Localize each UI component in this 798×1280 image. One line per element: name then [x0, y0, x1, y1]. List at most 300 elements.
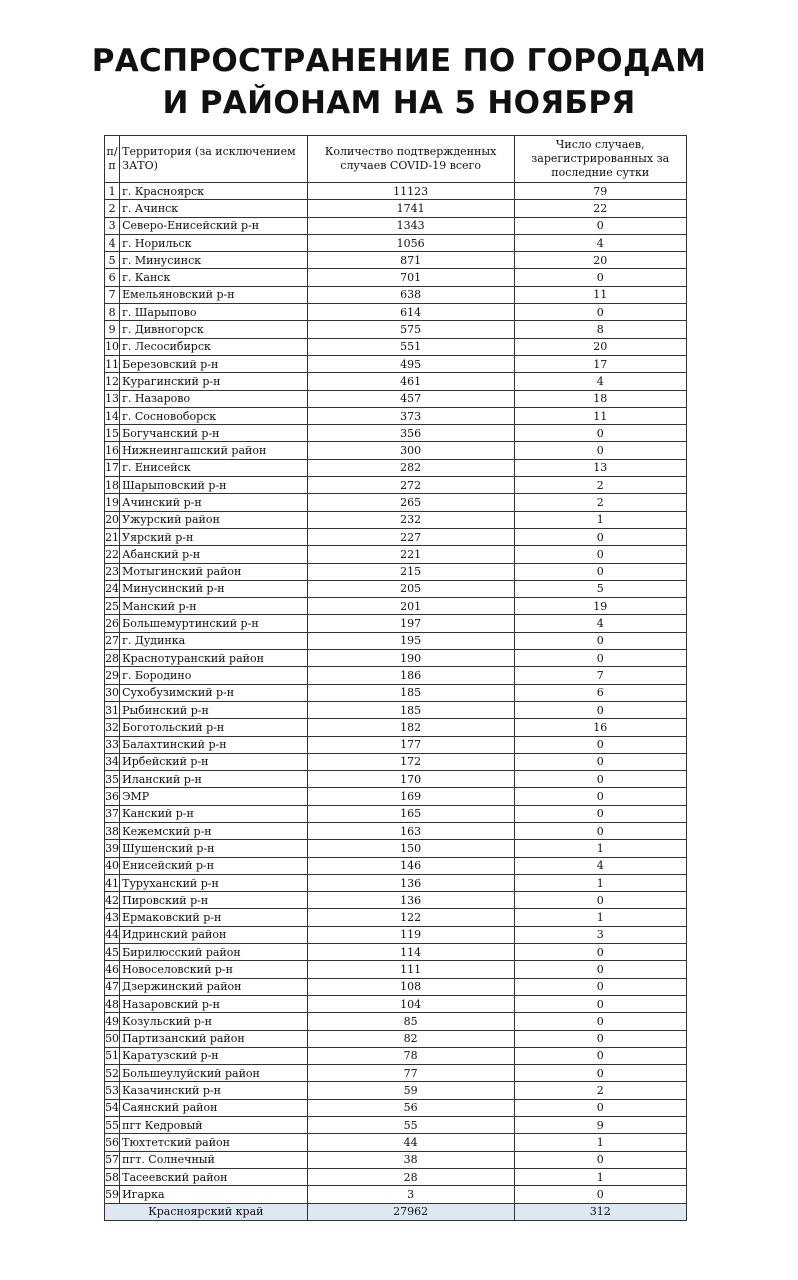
row-total-cases: 871	[307, 252, 514, 269]
row-territory: Тюхтетский район	[120, 1134, 308, 1151]
row-territory: Саянский район	[120, 1099, 308, 1116]
table-header-row	[105, 136, 687, 183]
table-row	[105, 840, 687, 857]
table-row	[105, 615, 687, 632]
row-number: 59	[105, 1186, 120, 1203]
row-total-cases: 495	[307, 355, 514, 372]
row-daily-cases: 0	[514, 442, 687, 459]
table-row	[105, 390, 687, 407]
row-territory: Манский р-н	[120, 598, 308, 615]
row-territory: Бирилюсский район	[120, 944, 308, 961]
row-territory: Абанский р-н	[120, 546, 308, 563]
row-total-cases: 614	[307, 304, 514, 321]
row-total-cases: 104	[307, 995, 514, 1012]
row-total-cases: 136	[307, 874, 514, 891]
table-row	[105, 944, 687, 961]
table-row	[105, 200, 687, 217]
row-territory: Пировский р-н	[120, 892, 308, 909]
row-total-cases: 82	[307, 1030, 514, 1047]
row-territory: Идринский район	[120, 926, 308, 943]
table-row	[105, 355, 687, 372]
row-territory: Богучанский р-н	[120, 425, 308, 442]
row-total-cases: 38	[307, 1151, 514, 1168]
row-daily-cases: 4	[514, 373, 687, 390]
row-daily-cases: 20	[514, 252, 687, 269]
row-daily-cases: 0	[514, 822, 687, 839]
row-number: 16	[105, 442, 120, 459]
row-total-cases: 185	[307, 684, 514, 701]
row-territory: Северо-Енисейский р-н	[120, 217, 308, 234]
row-daily-cases: 0	[514, 650, 687, 667]
row-total-cases: 185	[307, 701, 514, 718]
row-number: 19	[105, 494, 120, 511]
row-daily-cases: 17	[514, 355, 687, 372]
row-total-cases: 457	[307, 390, 514, 407]
row-daily-cases: 0	[514, 753, 687, 770]
row-territory: Иланский р-н	[120, 771, 308, 788]
row-number: 43	[105, 909, 120, 926]
row-daily-cases: 0	[514, 1186, 687, 1203]
row-total-cases: 44	[307, 1134, 514, 1151]
row-number: 8	[105, 304, 120, 321]
row-daily-cases: 79	[514, 183, 687, 200]
table-row	[105, 234, 687, 251]
row-daily-cases: 0	[514, 944, 687, 961]
table-row	[105, 1030, 687, 1047]
row-territory: ЭМР	[120, 788, 308, 805]
row-territory: Дзержинский район	[120, 978, 308, 995]
row-number: 3	[105, 217, 120, 234]
row-number: 54	[105, 1099, 120, 1116]
table-row	[105, 1013, 687, 1030]
row-daily-cases: 1	[514, 1134, 687, 1151]
row-territory: Назаровский р-н	[120, 995, 308, 1012]
table-row	[105, 459, 687, 476]
row-territory: Рыбинский р-н	[120, 701, 308, 718]
row-total-cases: 56	[307, 1099, 514, 1116]
row-daily-cases: 18	[514, 390, 687, 407]
table-row	[105, 1134, 687, 1151]
table-row	[105, 1168, 687, 1185]
row-number: 51	[105, 1047, 120, 1064]
header-num: п/п	[105, 136, 120, 183]
row-number: 12	[105, 373, 120, 390]
row-number: 38	[105, 822, 120, 839]
table-row	[105, 1065, 687, 1082]
row-territory: Ужурский район	[120, 511, 308, 528]
row-number: 22	[105, 546, 120, 563]
header-total: Количество подтвержденных случаев COVID-19 всего	[307, 136, 514, 183]
row-daily-cases: 0	[514, 563, 687, 580]
table-row	[105, 857, 687, 874]
row-territory: Новоселовский р-н	[120, 961, 308, 978]
row-number: 56	[105, 1134, 120, 1151]
total-cases: 27962	[307, 1203, 514, 1220]
row-number: 53	[105, 1082, 120, 1099]
header-daily: Число случаев, зарегистрированных за последние сутки	[514, 136, 687, 183]
row-number: 55	[105, 1117, 120, 1134]
row-daily-cases: 22	[514, 200, 687, 217]
row-number: 15	[105, 425, 120, 442]
row-number: 6	[105, 269, 120, 286]
row-number: 41	[105, 874, 120, 891]
table-row	[105, 321, 687, 338]
row-territory: пгт Кедровый	[120, 1117, 308, 1134]
row-daily-cases: 2	[514, 477, 687, 494]
table-row	[105, 632, 687, 649]
table-row	[105, 892, 687, 909]
row-total-cases: 28	[307, 1168, 514, 1185]
row-total-cases: 701	[307, 269, 514, 286]
row-territory: Курагинский р-н	[120, 373, 308, 390]
title-line-2: И РАЙОНАМ НА 5 НОЯБРЯ	[162, 85, 636, 121]
row-territory: г. Ачинск	[120, 200, 308, 217]
row-number: 50	[105, 1030, 120, 1047]
row-territory: Партизанский район	[120, 1030, 308, 1047]
row-number: 7	[105, 286, 120, 303]
row-territory: г. Шарыпово	[120, 304, 308, 321]
row-total-cases: 373	[307, 407, 514, 424]
row-territory: пгт. Солнечный	[120, 1151, 308, 1168]
total-daily: 312	[514, 1203, 687, 1220]
row-number: 39	[105, 840, 120, 857]
row-total-cases: 227	[307, 528, 514, 545]
row-number: 4	[105, 234, 120, 251]
row-daily-cases: 4	[514, 234, 687, 251]
row-total-cases: 461	[307, 373, 514, 390]
row-daily-cases: 0	[514, 701, 687, 718]
row-total-cases: 122	[307, 909, 514, 926]
row-total-cases: 111	[307, 961, 514, 978]
table-row	[105, 822, 687, 839]
row-daily-cases: 1	[514, 874, 687, 891]
row-number: 46	[105, 961, 120, 978]
row-total-cases: 300	[307, 442, 514, 459]
row-daily-cases: 16	[514, 719, 687, 736]
table-row	[105, 494, 687, 511]
row-daily-cases: 5	[514, 580, 687, 597]
row-territory: г. Норильск	[120, 234, 308, 251]
row-territory: г. Енисейск	[120, 459, 308, 476]
row-number: 44	[105, 926, 120, 943]
row-territory: Уярский р-н	[120, 528, 308, 545]
row-daily-cases: 0	[514, 546, 687, 563]
row-number: 47	[105, 978, 120, 995]
row-number: 27	[105, 632, 120, 649]
row-daily-cases: 2	[514, 494, 687, 511]
row-number: 17	[105, 459, 120, 476]
row-total-cases: 169	[307, 788, 514, 805]
row-territory: Ачинский р-н	[120, 494, 308, 511]
row-number: 58	[105, 1168, 120, 1185]
row-number: 9	[105, 321, 120, 338]
row-territory: Каратузский р-н	[120, 1047, 308, 1064]
row-number: 24	[105, 580, 120, 597]
row-territory: Нижнеингашский район	[120, 442, 308, 459]
row-territory: Тасеевский район	[120, 1168, 308, 1185]
row-territory: Боготольский р-н	[120, 719, 308, 736]
row-daily-cases: 0	[514, 1065, 687, 1082]
table-row	[105, 1082, 687, 1099]
row-territory: Кежемский р-н	[120, 822, 308, 839]
row-total-cases: 163	[307, 822, 514, 839]
row-territory: г. Сосновоборск	[120, 407, 308, 424]
row-territory: г. Дудинка	[120, 632, 308, 649]
row-total-cases: 119	[307, 926, 514, 943]
row-daily-cases: 0	[514, 632, 687, 649]
row-daily-cases: 11	[514, 407, 687, 424]
table-row	[105, 252, 687, 269]
row-daily-cases: 0	[514, 978, 687, 995]
row-number: 42	[105, 892, 120, 909]
table-row	[105, 373, 687, 390]
row-daily-cases: 1	[514, 840, 687, 857]
row-number: 36	[105, 788, 120, 805]
row-territory: г. Минусинск	[120, 252, 308, 269]
row-total-cases: 85	[307, 1013, 514, 1030]
row-territory: Ермаковский р-н	[120, 909, 308, 926]
row-daily-cases: 20	[514, 338, 687, 355]
row-territory: г. Канск	[120, 269, 308, 286]
row-territory: Сухобузимский р-н	[120, 684, 308, 701]
row-number: 40	[105, 857, 120, 874]
row-daily-cases: 0	[514, 788, 687, 805]
row-daily-cases: 1	[514, 1168, 687, 1185]
row-daily-cases: 0	[514, 304, 687, 321]
table-row	[105, 961, 687, 978]
table-row	[105, 719, 687, 736]
row-number: 11	[105, 355, 120, 372]
table-row	[105, 753, 687, 770]
row-number: 32	[105, 719, 120, 736]
row-number: 29	[105, 667, 120, 684]
row-number: 10	[105, 338, 120, 355]
row-number: 1	[105, 183, 120, 200]
row-territory: г. Лесосибирск	[120, 338, 308, 355]
row-total-cases: 575	[307, 321, 514, 338]
row-territory: Большемуртинский р-н	[120, 615, 308, 632]
row-daily-cases: 8	[514, 321, 687, 338]
row-daily-cases: 13	[514, 459, 687, 476]
row-daily-cases: 0	[514, 995, 687, 1012]
row-daily-cases: 6	[514, 684, 687, 701]
row-total-cases: 59	[307, 1082, 514, 1099]
table-row	[105, 546, 687, 563]
row-total-cases: 136	[307, 892, 514, 909]
row-daily-cases: 0	[514, 269, 687, 286]
row-territory: Шушенский р-н	[120, 840, 308, 857]
table-row	[105, 304, 687, 321]
row-daily-cases: 7	[514, 667, 687, 684]
row-territory: г. Красноярск	[120, 183, 308, 200]
table-row	[105, 1151, 687, 1168]
table-row	[105, 407, 687, 424]
row-total-cases: 638	[307, 286, 514, 303]
row-number: 26	[105, 615, 120, 632]
row-total-cases: 282	[307, 459, 514, 476]
table-row	[105, 217, 687, 234]
row-daily-cases: 3	[514, 926, 687, 943]
row-total-cases: 11123	[307, 183, 514, 200]
row-daily-cases: 0	[514, 217, 687, 234]
row-number: 18	[105, 477, 120, 494]
row-territory: Березовский р-н	[120, 355, 308, 372]
table-row	[105, 874, 687, 891]
row-number: 20	[105, 511, 120, 528]
row-total-cases: 197	[307, 615, 514, 632]
row-territory: г. Бородино	[120, 667, 308, 684]
row-total-cases: 232	[307, 511, 514, 528]
row-number: 34	[105, 753, 120, 770]
table-row	[105, 511, 687, 528]
row-total-cases: 150	[307, 840, 514, 857]
row-daily-cases: 0	[514, 1047, 687, 1064]
row-total-cases: 165	[307, 805, 514, 822]
table-row	[105, 269, 687, 286]
row-territory: Туруханский р-н	[120, 874, 308, 891]
row-daily-cases: 0	[514, 961, 687, 978]
table-row	[105, 995, 687, 1012]
row-territory: Козульский р-н	[120, 1013, 308, 1030]
row-daily-cases: 0	[514, 425, 687, 442]
row-territory: Минусинский р-н	[120, 580, 308, 597]
table-row	[105, 978, 687, 995]
table-row	[105, 1186, 687, 1203]
row-number: 37	[105, 805, 120, 822]
row-daily-cases: 1	[514, 511, 687, 528]
table-row	[105, 425, 687, 442]
row-daily-cases: 0	[514, 892, 687, 909]
total-row	[105, 1203, 687, 1220]
table-row	[105, 1117, 687, 1134]
cases-table	[104, 135, 687, 1221]
row-total-cases: 146	[307, 857, 514, 874]
table-row	[105, 563, 687, 580]
row-total-cases: 182	[307, 719, 514, 736]
row-territory: Шарыповский р-н	[120, 477, 308, 494]
row-territory: Большеулуйский район	[120, 1065, 308, 1082]
table-row	[105, 805, 687, 822]
table-row	[105, 528, 687, 545]
row-total-cases: 201	[307, 598, 514, 615]
row-total-cases: 177	[307, 736, 514, 753]
row-daily-cases: 0	[514, 1030, 687, 1047]
row-number: 31	[105, 701, 120, 718]
row-number: 35	[105, 771, 120, 788]
row-total-cases: 1741	[307, 200, 514, 217]
row-daily-cases: 0	[514, 736, 687, 753]
table-row	[105, 580, 687, 597]
row-daily-cases: 9	[514, 1117, 687, 1134]
row-number: 21	[105, 528, 120, 545]
row-territory: Мотыгинский район	[120, 563, 308, 580]
row-total-cases: 170	[307, 771, 514, 788]
row-number: 13	[105, 390, 120, 407]
row-total-cases: 77	[307, 1065, 514, 1082]
row-number: 5	[105, 252, 120, 269]
table-row	[105, 736, 687, 753]
row-daily-cases: 19	[514, 598, 687, 615]
table-row	[105, 926, 687, 943]
row-total-cases: 205	[307, 580, 514, 597]
row-number: 25	[105, 598, 120, 615]
row-territory: Казачинский р-н	[120, 1082, 308, 1099]
row-daily-cases: 4	[514, 615, 687, 632]
row-territory: Емельяновский р-н	[120, 286, 308, 303]
row-number: 33	[105, 736, 120, 753]
table-body	[105, 183, 687, 1204]
row-number: 45	[105, 944, 120, 961]
row-total-cases: 265	[307, 494, 514, 511]
row-total-cases: 55	[307, 1117, 514, 1134]
table-row	[105, 701, 687, 718]
row-number: 2	[105, 200, 120, 217]
row-daily-cases: 0	[514, 1099, 687, 1116]
row-daily-cases: 0	[514, 1013, 687, 1030]
table-row	[105, 183, 687, 200]
row-number: 48	[105, 995, 120, 1012]
row-number: 14	[105, 407, 120, 424]
row-total-cases: 186	[307, 667, 514, 684]
header-territory: Территория (за исключением ЗАТО)	[120, 136, 308, 183]
row-territory: Енисейский р-н	[120, 857, 308, 874]
table-row	[105, 598, 687, 615]
row-daily-cases: 11	[514, 286, 687, 303]
row-daily-cases: 1	[514, 909, 687, 926]
row-territory: Канский р-н	[120, 805, 308, 822]
row-territory: Игарка	[120, 1186, 308, 1203]
row-daily-cases: 2	[514, 1082, 687, 1099]
table-row	[105, 1099, 687, 1116]
row-territory: Балахтинский р-н	[120, 736, 308, 753]
row-number: 23	[105, 563, 120, 580]
page-title	[0, 40, 798, 124]
row-total-cases: 1343	[307, 217, 514, 234]
row-total-cases: 3	[307, 1186, 514, 1203]
row-number: 57	[105, 1151, 120, 1168]
table-row	[105, 477, 687, 494]
table-row	[105, 338, 687, 355]
row-total-cases: 108	[307, 978, 514, 995]
row-number: 30	[105, 684, 120, 701]
row-territory: Ирбейский р-н	[120, 753, 308, 770]
row-total-cases: 215	[307, 563, 514, 580]
table-row	[105, 684, 687, 701]
row-total-cases: 551	[307, 338, 514, 355]
row-total-cases: 190	[307, 650, 514, 667]
table-row	[105, 667, 687, 684]
table-row	[105, 1047, 687, 1064]
row-territory: г. Назарово	[120, 390, 308, 407]
table-row	[105, 442, 687, 459]
row-total-cases: 195	[307, 632, 514, 649]
row-number: 28	[105, 650, 120, 667]
table-row	[105, 771, 687, 788]
table-row	[105, 286, 687, 303]
row-number: 52	[105, 1065, 120, 1082]
row-daily-cases: 0	[514, 1151, 687, 1168]
table-row	[105, 650, 687, 667]
row-daily-cases: 0	[514, 528, 687, 545]
total-territory: Красноярский край	[105, 1203, 308, 1220]
row-territory: г. Дивногорск	[120, 321, 308, 338]
row-total-cases: 1056	[307, 234, 514, 251]
row-total-cases: 221	[307, 546, 514, 563]
row-territory: Краснотуранский район	[120, 650, 308, 667]
row-daily-cases: 0	[514, 805, 687, 822]
row-daily-cases: 0	[514, 771, 687, 788]
row-total-cases: 114	[307, 944, 514, 961]
